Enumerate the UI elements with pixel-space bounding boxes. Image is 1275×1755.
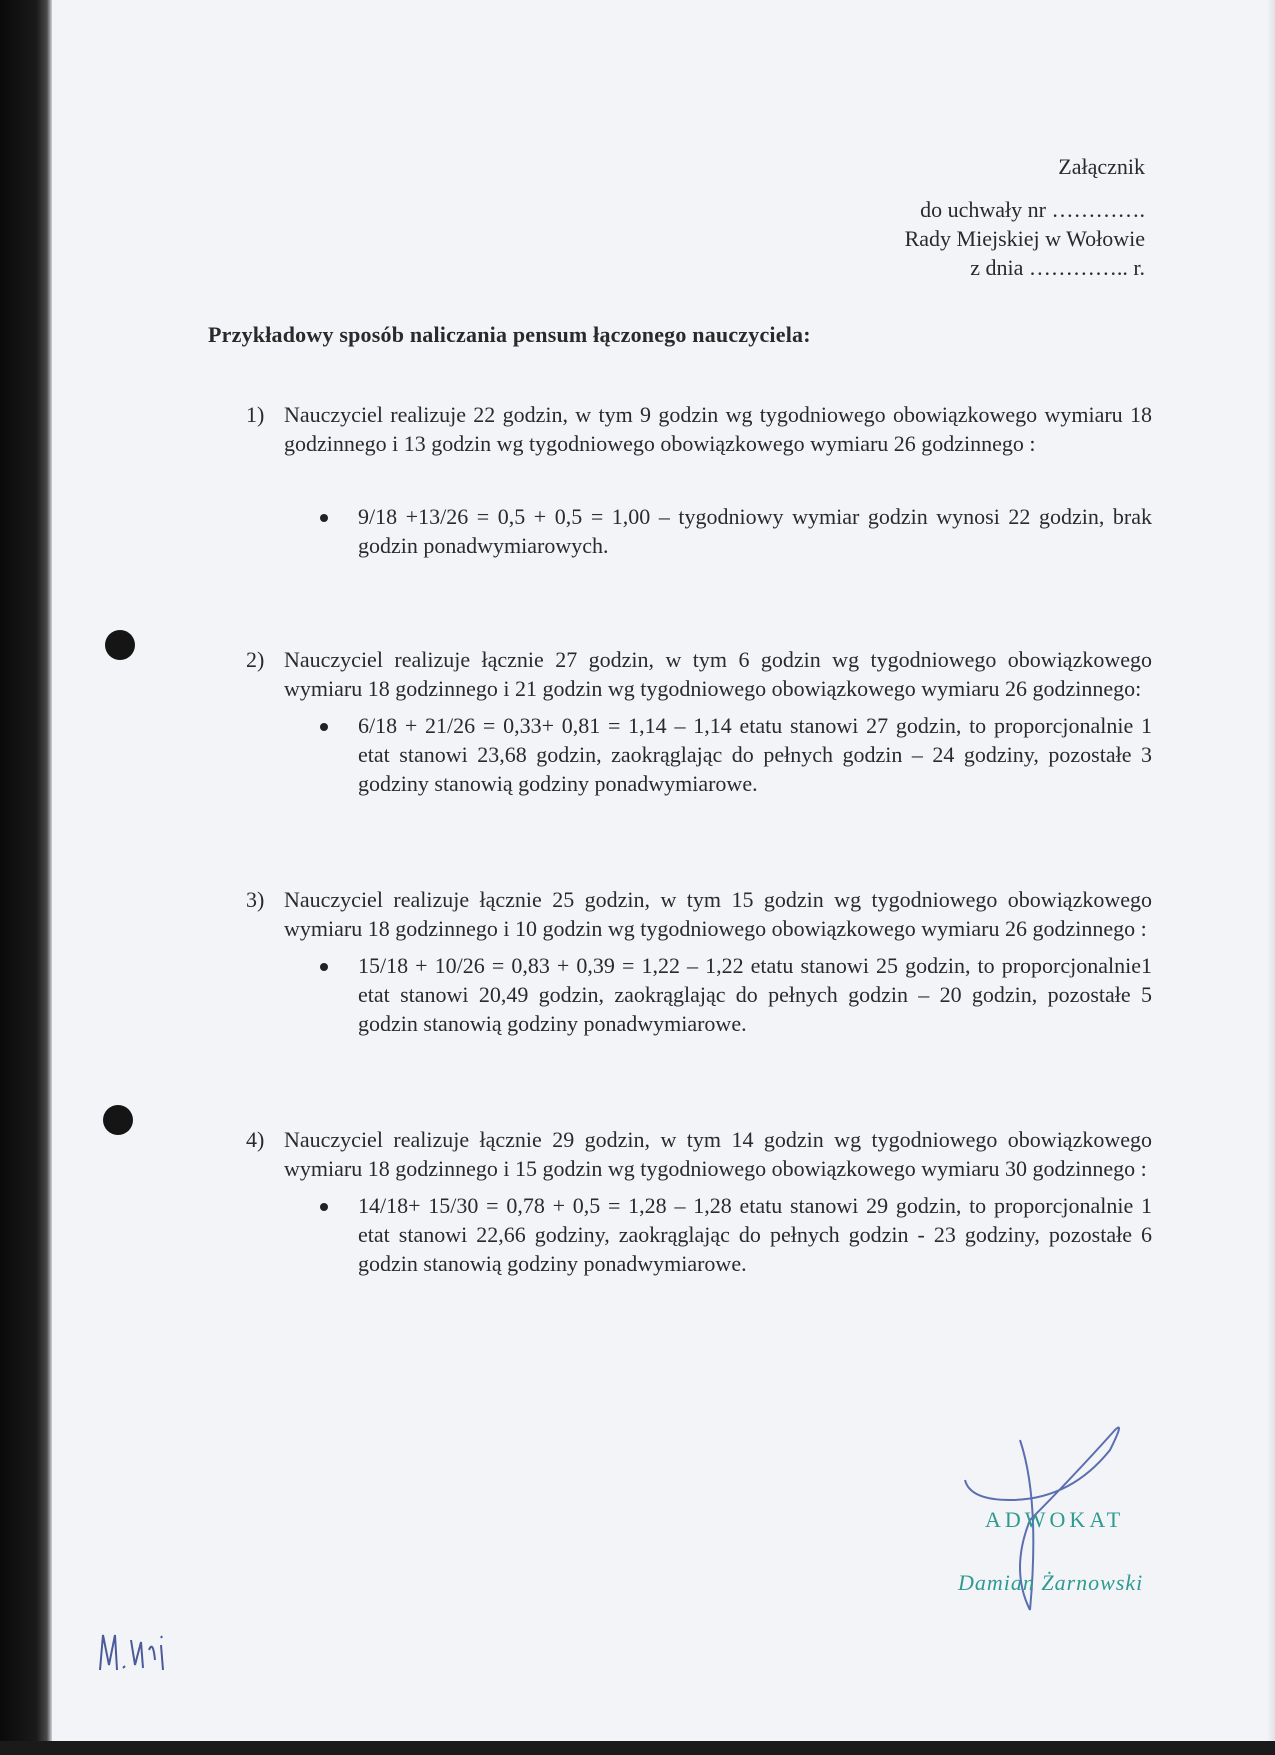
calculation-bullet — [246, 1191, 1152, 1278]
document-title: Przykładowy sposób naliczania pensum łączonego nauczyciela: — [208, 322, 811, 347]
example-item-3 — [246, 885, 1152, 1038]
calculation-bullet — [246, 951, 1152, 1038]
example-item-1 — [246, 400, 1152, 560]
annex-date: z dnia ………….. r. — [970, 255, 1145, 280]
example-description — [246, 645, 1152, 703]
example-description — [246, 1125, 1152, 1183]
example-description — [246, 400, 1152, 458]
punch-hole-top — [105, 630, 135, 660]
annex-title: Załącznik — [1058, 154, 1145, 179]
example-description — [246, 885, 1152, 943]
item-text: Nauczyciel realizuje łącznie 27 godzin, w tym 6 godzin wg tygodniowego obowiązkowego wymiaru 18 godzinnego i 21 godzin wg tygodniowego obowiązkowego wymiaru 26 godzinnego: — [284, 647, 1152, 701]
calculation-text: 6/18 + 21/26 = 0,33+ 0,81 = 1,14 – 1,14 etatu stanowi 27 godzin, to proporcjonalnie 1 etat stanowi 23,68 godzin, zaokrąglając do pełnych godzin – 24 godziny, pozostałe 3 godziny stanowią godziny ponadwymiarowe. — [358, 713, 1152, 796]
bullet-icon — [320, 514, 328, 522]
calculation-text: 14/18+ 15/30 = 0,78 + 0,5 = 1,28 – 1,28 etatu stanowi 29 godzin, to proporcjonalnie 1 etat stanowi 22,66 godziny, zaokrąglając do pełnych godzin - 23 godziny, pozostałe 6 godzin stanowią godziny ponadwymiarowe. — [358, 1193, 1152, 1276]
item-number: 4) — [246, 1127, 265, 1152]
item-text: Nauczyciel realizuje 22 godzin, w tym 9 godzin wg tygodniowego obowiązkowego wymiaru 18 godzinnego i 13 godzin wg tygodniowego obowiązkowego wymiaru 26 godzinnego : — [284, 402, 1152, 456]
calculation-text: 9/18 +13/26 = 0,5 + 0,5 = 1,00 – tygodniowy wymiar godzin wynosi 22 godzin, brak godzin ponadwymiarowych. — [358, 504, 1152, 558]
handwritten-initials — [95, 1620, 175, 1680]
scan-bottom-edge — [0, 1741, 1275, 1755]
scan-left-edge — [0, 0, 52, 1755]
annex-resolution-number: do uchwały nr …………. — [920, 197, 1145, 222]
item-number: 3) — [246, 887, 265, 912]
item-number: 2) — [246, 647, 265, 672]
item-number: 1) — [246, 402, 265, 427]
bullet-icon — [320, 963, 328, 971]
stamp-title: ADWOKAT — [985, 1507, 1125, 1532]
annex-council: Rady Miejskiej w Wołowie — [904, 226, 1145, 251]
calculation-bullet — [246, 502, 1152, 560]
bullet-icon — [320, 723, 328, 731]
example-item-2 — [246, 645, 1152, 798]
item-text: Nauczyciel realizuje łącznie 29 godzin, w tym 14 godzin wg tygodniowego obowiązkowego wymiaru 18 godzinnego i 15 godzin wg tygodniowego obowiązkowego wymiaru 30 godzinnego : — [284, 1127, 1152, 1181]
annex-header — [905, 152, 1145, 282]
calculation-bullet — [246, 711, 1152, 798]
item-text: Nauczyciel realizuje łącznie 25 godzin, w tym 15 godzin wg tygodniowego obowiązkowego wymiaru 18 godzinnego i 10 godzin wg tygodniowego obowiązkowego wymiaru 26 godzinnego : — [284, 887, 1152, 941]
punch-hole-bottom — [103, 1105, 133, 1135]
calculation-text: 15/18 + 10/26 = 0,83 + 0,39 = 1,22 – 1,22 etatu stanowi 25 godzin, to proporcjonalnie1 etat stanowi 20,49 godzin, zaokrąglając do pełnych godzin – 20 godzin, pozostałe 5 godzin stanowią godziny ponadwymiarowe. — [358, 953, 1152, 1036]
example-item-4 — [246, 1125, 1152, 1278]
bullet-icon — [320, 1203, 328, 1211]
scan-right-edge — [1267, 0, 1275, 1755]
stamp-name: Damian Żarnowski — [958, 1570, 1144, 1595]
